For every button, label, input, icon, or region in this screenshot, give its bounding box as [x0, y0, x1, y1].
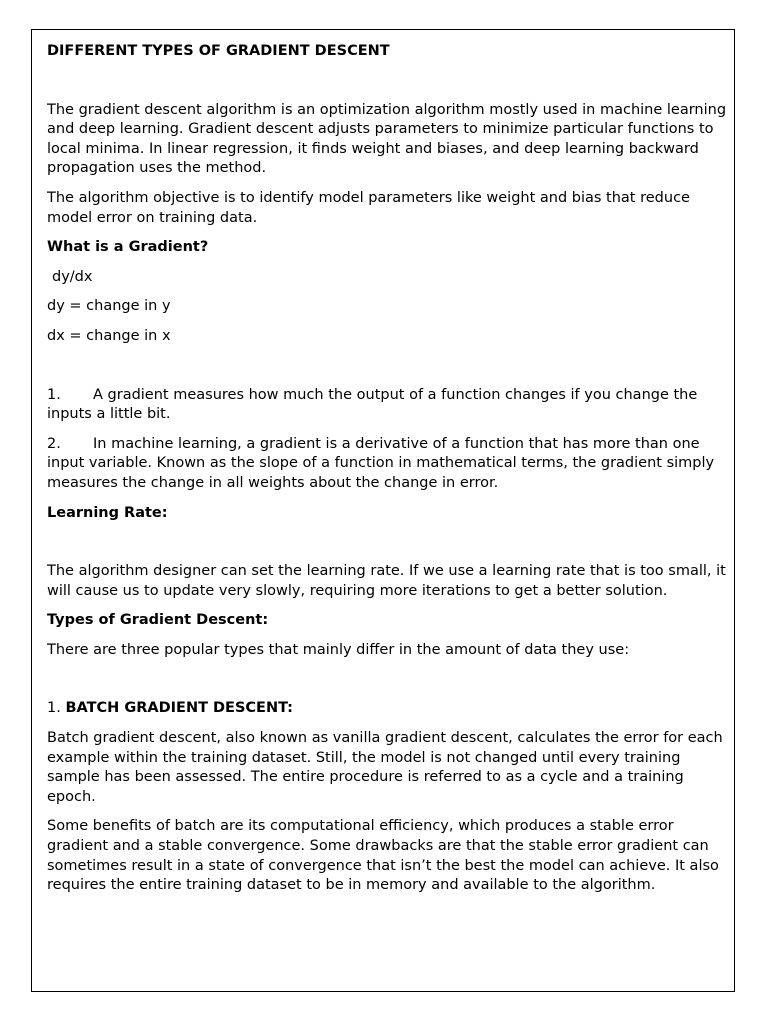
formula-dy: dy = change in y	[47, 298, 171, 315]
gradient-heading: What is a Gradient?	[47, 239, 209, 256]
batch-heading: BATCH GRADIENT DESCENT:	[65, 700, 293, 717]
intro-paragraph-2: The algorithm objective is to identify model parameters like weight and bias that reduce model error on training data.	[47, 189, 690, 226]
list-item-text: A gradient measures how much the output of a function changes if you change the inputs a little bit.	[47, 386, 698, 423]
list-item-text: In machine learning, a gradient is a derivative of a function that has more than one input variable. Known as the slope of a function in mathematical terms, the gradient simply measures the change in all weights about the change in error.	[47, 435, 715, 491]
document-content	[47, 42, 727, 906]
formula-dx: dx = change in x	[47, 327, 171, 344]
list-item	[47, 386, 727, 425]
batch-heading-line	[47, 699, 727, 719]
batch-number: 1.	[47, 700, 66, 717]
types-paragraph: There are three popular types that mainly differ in the amount of data they use:	[47, 641, 630, 658]
list-item	[47, 435, 727, 494]
learning-rate-paragraph: The algorithm designer can set the learning rate. If we use a learning rate that is too small, it will cause us to update very slowly, requiring more iterations to get a better solution.	[47, 563, 726, 599]
list-item-number: 1.	[47, 386, 61, 403]
learning-rate-heading: Learning Rate:	[47, 504, 168, 521]
batch-paragraph-2: Some benefits of batch are its computational efficiency, which produces a stable error gradient and a stable convergence. Some drawbacks are that the stable error gradient can sometimes result in a state of convergence that isn’t the best the model can achieve. It also requires the entire training dataset to be in memory and available to the algorithm.	[47, 818, 719, 894]
document-page	[31, 29, 735, 992]
types-heading: Types of Gradient Descent:	[47, 612, 269, 629]
list-item-number: 2.	[47, 435, 61, 452]
formula-dydx: dy/dx	[52, 268, 93, 285]
batch-paragraph-1: Batch gradient descent, also known as vanilla gradient descent, calculates the error for each example within the training dataset. Still, the model is not changed until every training sample has been assessed. The entire procedure is referred to as a cycle and a training epoch.	[47, 730, 723, 805]
intro-paragraph-1: The gradient descent algorithm is an optimization algorithm mostly used in machine learning and deep learning. Gradient descent adjusts parameters to minimize particular functions to local minima. In linear regression, it finds weight and biases, and deep learning backward propagation uses the method.	[47, 101, 727, 177]
document-title: DIFFERENT TYPES OF GRADIENT DESCENT	[47, 43, 390, 59]
